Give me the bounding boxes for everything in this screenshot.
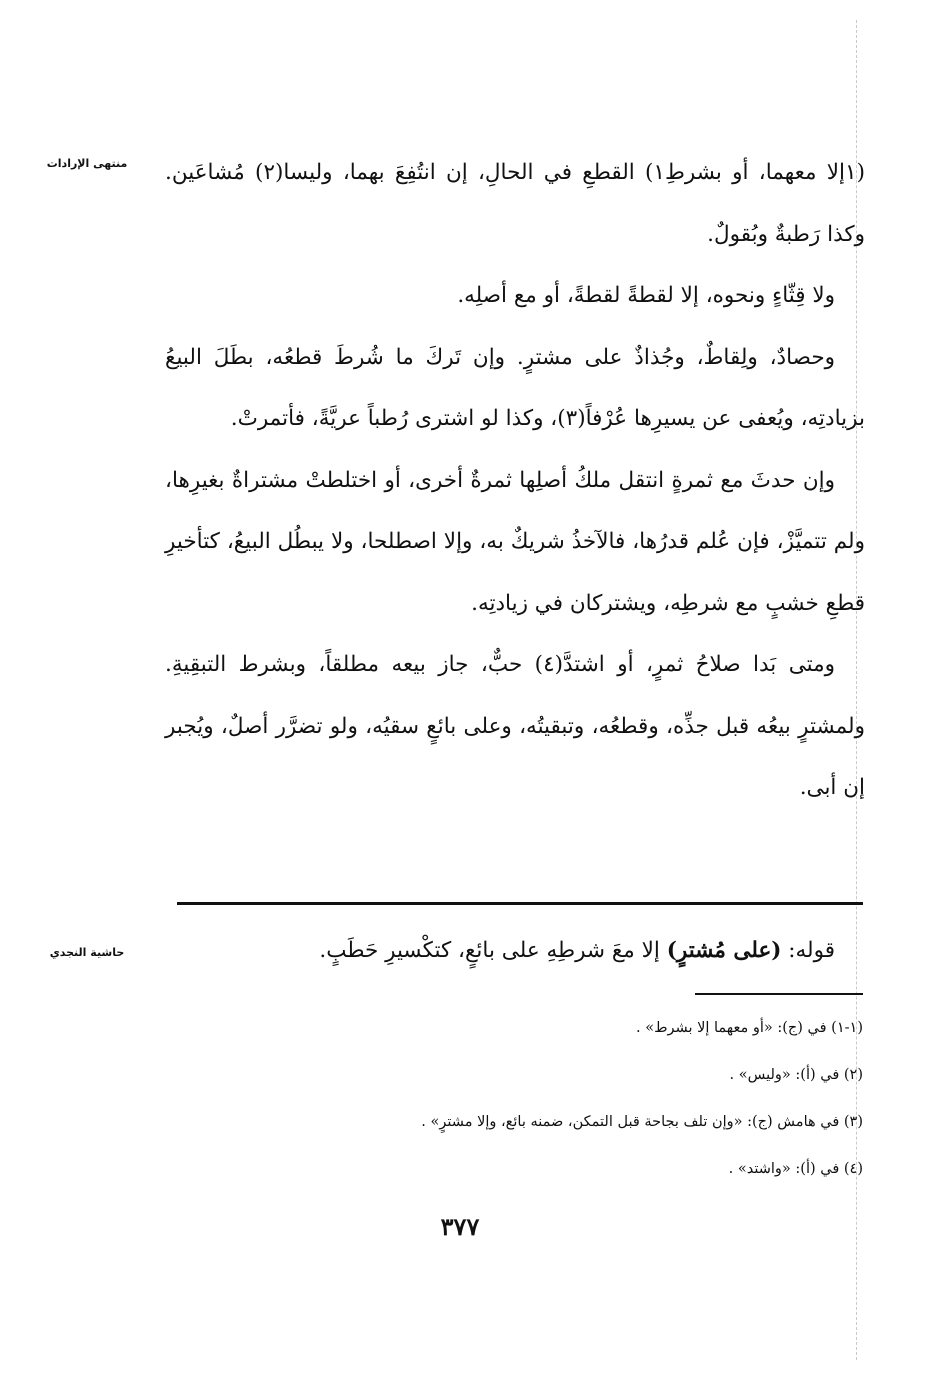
- commentary-term: (على مُشترٍ): [666, 938, 782, 963]
- main-paragraph: وإن حدثَ مع ثمرةٍ انتقل ملكُ أصلِها ثمرةٌ أخرى، أو اختلطتْ مشتراةٌ بغيرِها، ولم تتميَّزْ، فإن عُلم قدرُها، فالآخذُ شريكٌ به، وإلا اصطلحا، ولا يبطُل البيعُ، كتأخيرِ قطعِ خشبٍ مع شرطِه، ويشتركان في زيادتِه.: [165, 467, 865, 616]
- footnote: (٣) في هامش (ج): «وإن تلف بجاحة قبل التمكن، ضمنه بائع، وإلا مشترٍ» .: [421, 1114, 863, 1130]
- footnote: (٤) في (أ): «واشتد» .: [728, 1161, 863, 1177]
- footnotes-section: [165, 1005, 863, 1193]
- main-paragraph: وحصادٌ، ولِقاطٌ، وجُذاذٌ على مشترٍ. وإن تَركَ ما شُرطَ قطعُه، بطَلَ البيعُ بزيادتِه، ويُعفى عن يسيرِها عُرْفاً(٣)، وكذا لو اشترى رُطباً عريَّةً، فأتمرتْ.: [165, 344, 865, 431]
- commentary-text: [165, 920, 835, 982]
- page-number: ٣٧٧: [440, 1212, 480, 1241]
- commentary-body: إلا معَ شرطِهِ على بائعٍ، كتكْسيرِ حَطَبٍ.: [319, 938, 667, 963]
- footnote-separator-rule: [695, 993, 863, 995]
- main-paragraph: ومتى بَدا صلاحُ ثمرٍ، أو اشتدَّ(٤) حبٌّ، جاز بيعه مطلقاً، وبشرط التبقِيةِ. ولمشترٍ بيعُه قبل جذِّه، وقطعُه، وتبقيتُه، وعلى بائعٍ سقيُه، ولو تضرَّر أصلٌ، ويُجبر إن أبى.: [165, 652, 865, 800]
- main-text-body: [165, 142, 865, 819]
- main-paragraph: ولا قِثّاءٍ ونحوه، إلا لقطةً لقطةً، أو مع أصلِه.: [457, 283, 835, 308]
- footnote: (٢) في (أ): «وليس» .: [729, 1067, 863, 1083]
- main-paragraph: (١إلا معهما، أو بشرطِ١) القطعِ في الحالِ، إن انتُفِعَ بهما، وليسا(٢) مُشاعَين. وكذا رَطبةٌ وبُقولٌ.: [165, 160, 865, 247]
- footnote: (١-١) في (ج): «أو معهما إلا بشرط» .: [636, 1020, 863, 1036]
- commentary-prefix: قوله:: [781, 938, 835, 963]
- main-separator-rule: [177, 902, 863, 905]
- side-label-commentary: حاشية النجدي: [49, 946, 125, 959]
- side-label-main-text: منتهى الإرادات: [46, 157, 128, 170]
